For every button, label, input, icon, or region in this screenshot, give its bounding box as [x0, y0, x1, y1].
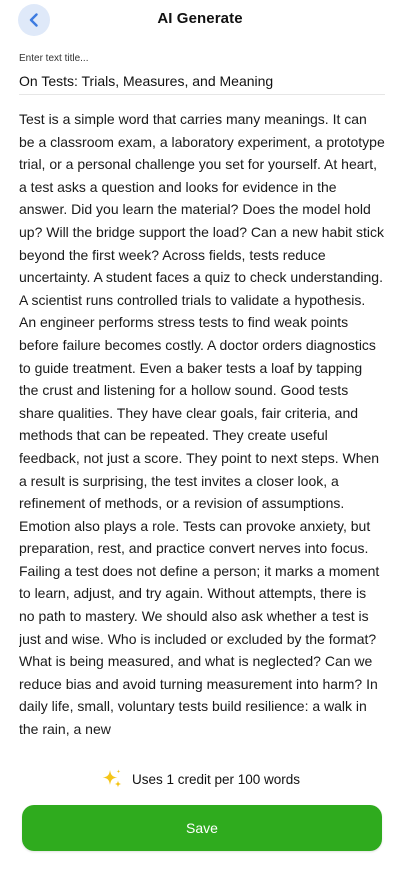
credit-info: [0, 766, 400, 792]
sparkle-icon: [100, 767, 124, 791]
page-title: AI Generate: [157, 10, 243, 27]
body-text-area[interactable]: Test is a simple word that carries many meanings. It can be a classroom exam, a laboratory experiment, a prototype trial, or a personal challenge you set for yourself. At heart, a test asks a question and looks for evidence in the answer. Did you learn the material? Does the model hold up? Will the bridge support the load? Can a new habit stick beyond the first week? Across fields, tests reduce uncertainty. A student faces a quiz to check understanding. A scientist runs controlled trials to validate a hypothesis. An engineer performs stress tests to find weak points before failure becomes costly. A doctor orders diagnostics to guide treatment. Even a baker tests a loaf by tapping the crust and listening for a hollow sound. Good tests share qualities. They have clear goals, fair criteria, and methods that can be repeated. They create useful feedback, not just a score. They point to next steps. When a result is surprising, the test invites a closer look, a refinement of methods, or a revision of assumptions. Emotion also plays a role. Tests can provoke anxiety, but preparation, rest, and practice convert nerves into focus. Failing a test does not define a person; it marks a moment to learn, adjust, and try again. Without attempts, there is no path to mastery. We should also ask whether a test is just and wise. Who is included or excluded by the format? What is being measured, and what is neglected? Can we reduce bias and avoid turning measurement into harm? In daily life, small, voluntary tests build resilience: a walk in the rain, a new: [19, 111, 385, 738]
title-input[interactable]: [19, 68, 385, 95]
header-bar: [0, 0, 400, 40]
save-button[interactable]: Save: [22, 805, 382, 851]
title-field-label: Enter text title...: [19, 53, 89, 64]
credit-text: Uses 1 credit per 100 words: [131, 771, 301, 787]
text-fade-overlay: [0, 738, 400, 768]
